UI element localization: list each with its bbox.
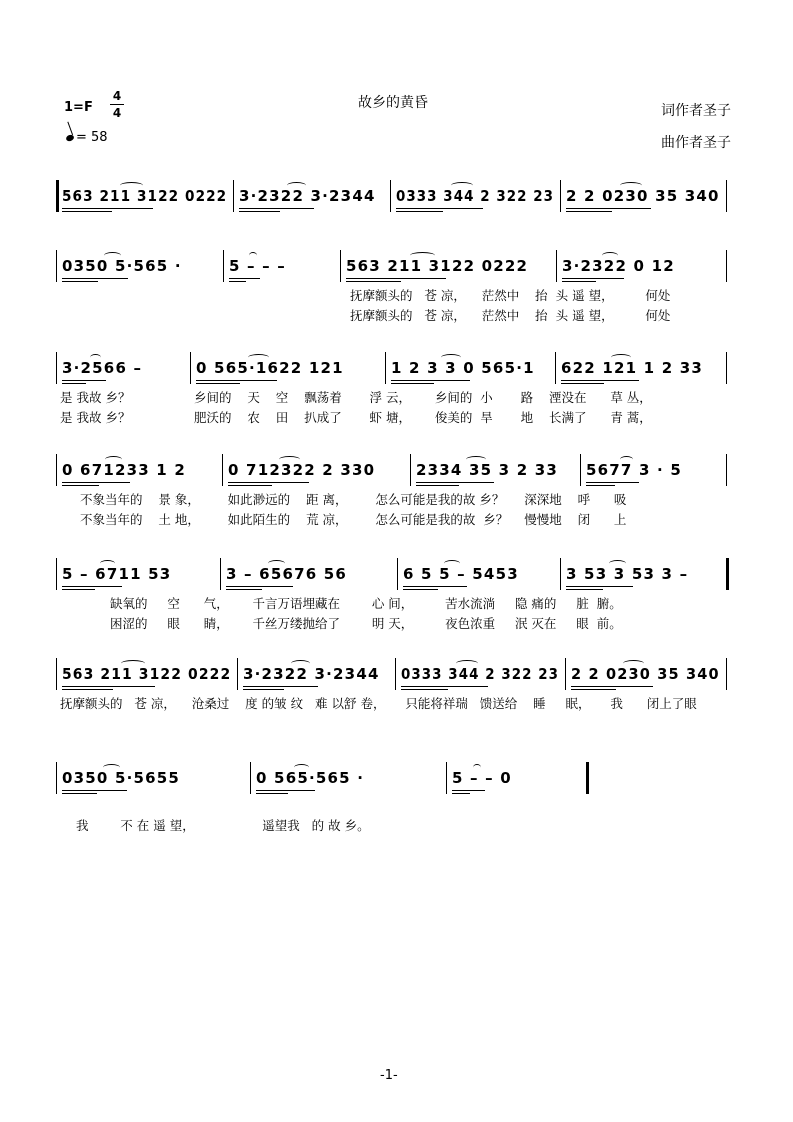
score-row — [0, 769, 793, 833]
beam-line — [62, 689, 113, 690]
measure: 0350 5·5655 — [62, 769, 181, 787]
slur — [249, 252, 257, 259]
bar-line — [726, 658, 727, 690]
measure: 3·2322 3·2344 — [239, 187, 376, 205]
slur — [410, 252, 435, 259]
beam-line — [586, 482, 639, 483]
beam-line — [62, 211, 112, 212]
beam-line — [62, 586, 122, 587]
lyric-line: 抚摩额头的 苍 凉， 茫然中 抬 头 遥 望， 何处 — [350, 308, 671, 323]
bar-line — [340, 250, 341, 282]
measure: 0 671233 1 2 — [62, 461, 186, 479]
bar-line — [726, 180, 727, 212]
lyric-line: 不象当年的 景 象， 如此渺远的 距 离， 怎么可能是我的故 乡？ 深深地 呼 吸 — [80, 492, 627, 507]
lyric-line: 抚摩额头的 苍 凉， 沧桑过 度 的皱 纹 难 以舒 卷， 只能将祥瑞 馈送给 睡 眠， 我 闭上了眼 — [60, 696, 697, 711]
beam-line — [416, 482, 494, 483]
measure: 5677 3 · 5 — [586, 461, 682, 479]
song-title: 故乡的黄昏 — [358, 95, 428, 111]
beam-line — [396, 211, 443, 212]
score-row — [0, 665, 793, 711]
score-row — [0, 257, 793, 323]
lyric-line: 缺氧的 空 气， 千言万语埋藏在 心 间， 苦水流淌 隐 痛的 脏 腑。 — [110, 596, 622, 611]
beam-line — [196, 380, 277, 381]
bar-line — [190, 352, 191, 384]
bar-line — [222, 454, 223, 486]
bar-line — [586, 762, 589, 794]
bar-line — [726, 558, 729, 590]
beam-line — [243, 689, 284, 690]
slur — [291, 660, 310, 667]
bar-line — [220, 558, 221, 590]
measure: 2 2 0230 35 340 — [571, 665, 720, 683]
bar-line — [56, 454, 57, 486]
tempo-value: = 58 — [76, 130, 108, 145]
beam-line — [452, 790, 485, 791]
beam-line — [62, 482, 130, 483]
slur — [444, 560, 460, 567]
measure: 0333 344 2 322 23 — [401, 665, 560, 683]
slur — [451, 182, 473, 189]
beam-line — [586, 485, 615, 486]
time-signature-top: 4 — [112, 89, 122, 103]
bar-line — [726, 454, 727, 486]
beam-line — [226, 589, 262, 590]
beam-line — [229, 281, 246, 282]
score-row — [0, 188, 793, 228]
beam-line — [196, 383, 240, 384]
slur — [602, 252, 618, 259]
measure: 0350 5·565 · — [62, 257, 182, 275]
slur — [609, 560, 626, 567]
bar-line — [237, 658, 238, 690]
measure: 3·2322 3·2344 — [243, 665, 380, 683]
beam-line — [562, 278, 624, 279]
time-signature-bottom: 4 — [112, 106, 122, 120]
score-row — [0, 565, 793, 631]
beam-line — [256, 793, 288, 794]
beam-line — [62, 686, 155, 687]
beam-line — [229, 278, 260, 279]
measure: 3·2322 0 12 — [562, 257, 675, 275]
key-signature: 1=F — [64, 100, 93, 115]
bar-line — [555, 352, 556, 384]
bar-line — [223, 250, 224, 282]
beam-line — [239, 208, 314, 209]
bar-line — [580, 454, 581, 486]
measure: 2334 35 3 2 33 — [416, 461, 559, 479]
beam-line — [62, 793, 97, 794]
beam-line — [566, 208, 651, 209]
measure: 3·2566 – — [62, 359, 143, 377]
lyric-line: 不象当年的 土 地， 如此陌生的 荒 凉， 怎么可能是我的故 乡？ 慢慢地 闭 上 — [80, 512, 627, 527]
beam-line — [403, 589, 438, 590]
beam-line — [228, 482, 309, 483]
bar-line — [390, 180, 391, 212]
slur — [623, 660, 644, 667]
slur — [473, 764, 481, 771]
beam-line — [566, 589, 603, 590]
measure: 1 2 3 3 0 565·1 — [391, 359, 535, 377]
lyric-line: 抚摩额头的 苍 凉， 茫然中 抬 头 遥 望， 何处 — [350, 288, 671, 303]
beam-line — [566, 586, 633, 587]
lyric-line: 我 不 在 遥 望， 遥望我 的 故 乡。 — [76, 818, 370, 833]
bar-line — [726, 352, 727, 384]
measure: 5 – – 0 — [452, 769, 512, 787]
slur — [456, 660, 478, 667]
beam-line — [401, 689, 448, 690]
bar-line — [56, 558, 57, 590]
beam-line — [396, 208, 483, 209]
slur — [103, 764, 120, 771]
slur — [611, 354, 631, 361]
bar-line — [446, 762, 447, 794]
beam-line — [403, 586, 467, 587]
slur — [287, 182, 306, 189]
page-number: -1- — [380, 1068, 398, 1083]
composer-credit: 曲作者圣子 — [661, 135, 731, 151]
beam-line — [416, 485, 459, 486]
beam-line — [62, 589, 95, 590]
bar-line — [56, 762, 57, 794]
quarter-note-icon — [65, 134, 75, 142]
measure: 6 5 5 – 5453 — [403, 565, 519, 583]
beam-line — [346, 281, 401, 282]
slur — [294, 764, 309, 771]
slur — [279, 456, 300, 463]
beam-line — [62, 790, 127, 791]
beam-line — [62, 485, 99, 486]
beam-line — [62, 208, 153, 209]
bar-line — [233, 180, 234, 212]
bar-line — [560, 558, 561, 590]
measure: 0 712322 2 330 — [228, 461, 376, 479]
bar-line — [395, 658, 396, 690]
beam-line — [62, 380, 106, 381]
slur — [104, 252, 121, 259]
beam-line — [243, 686, 318, 687]
measure: 3 – 65676 56 — [226, 565, 348, 583]
beam-line — [226, 586, 293, 587]
tempo-marking — [66, 130, 108, 145]
bar-line — [726, 250, 727, 282]
lyric-line: 是 我故 乡？ 乡间的 天 空 飘荡着 浮 云， 乡间的 小 路 湮没在 草 丛， — [60, 390, 652, 405]
slur — [268, 560, 285, 567]
beam-line — [228, 485, 272, 486]
measure: 5 – – – — [229, 257, 287, 275]
beam-line — [346, 278, 446, 279]
measure: 563 211 3122 0222 — [62, 665, 232, 683]
bar-line — [56, 352, 57, 384]
bar-line — [385, 352, 386, 384]
beam-line — [401, 686, 488, 687]
slur — [441, 354, 461, 361]
measure: 563 211 3122 0222 — [62, 187, 228, 205]
score-row — [0, 461, 793, 527]
slur — [105, 456, 122, 463]
bar-line — [56, 250, 57, 282]
score-row — [0, 359, 793, 425]
bar-line — [56, 658, 57, 690]
lyricist-credit: 词作者圣子 — [661, 103, 731, 119]
beam-line — [62, 281, 98, 282]
lyric-line: 困涩的 眼 睛， 千丝万缕抛给了 明 天， 夜色浓重 泯 灭在 眼 前。 — [110, 616, 622, 631]
measure: 0 565·565 · — [256, 769, 365, 787]
measure: 5 – 6711 53 — [62, 565, 172, 583]
slur — [120, 182, 143, 189]
beam-line — [62, 383, 86, 384]
beam-line — [391, 383, 434, 384]
bar-line — [56, 180, 59, 212]
lyric-line: 是 我故 乡？ 肥沃的 农 田 扒成了 虾 塘， 俊美的 旱 地 长满了 青 蒿， — [60, 410, 652, 425]
bar-line — [565, 658, 566, 690]
beam-line — [452, 793, 470, 794]
time-signature — [110, 89, 124, 120]
measure: 622 121 1 2 33 — [561, 359, 704, 377]
beam-line — [561, 383, 604, 384]
bar-line — [397, 558, 398, 590]
slur — [620, 456, 633, 463]
beam-line — [562, 281, 596, 282]
slur — [620, 182, 642, 189]
bar-line — [250, 762, 251, 794]
slur — [121, 660, 145, 667]
beam-line — [566, 211, 612, 212]
slur — [248, 354, 269, 361]
slur — [100, 560, 115, 567]
bar-line — [410, 454, 411, 486]
slur — [90, 354, 101, 361]
slur — [466, 456, 486, 463]
measure: 0333 344 2 322 23 — [396, 187, 555, 205]
beam-line — [561, 380, 639, 381]
beam-line — [239, 211, 280, 212]
bar-line — [560, 180, 561, 212]
beam-line — [571, 686, 653, 687]
beam-line — [256, 790, 315, 791]
beam-line — [391, 380, 470, 381]
beam-line — [62, 278, 128, 279]
measure: 0 565·1622 121 — [196, 359, 344, 377]
measure: 3 53 3 53 3 – — [566, 565, 689, 583]
bar-line — [556, 250, 557, 282]
beam-line — [571, 689, 616, 690]
measure: 563 211 3122 0222 — [346, 257, 529, 275]
measure: 2 2 0230 35 340 — [566, 187, 720, 205]
